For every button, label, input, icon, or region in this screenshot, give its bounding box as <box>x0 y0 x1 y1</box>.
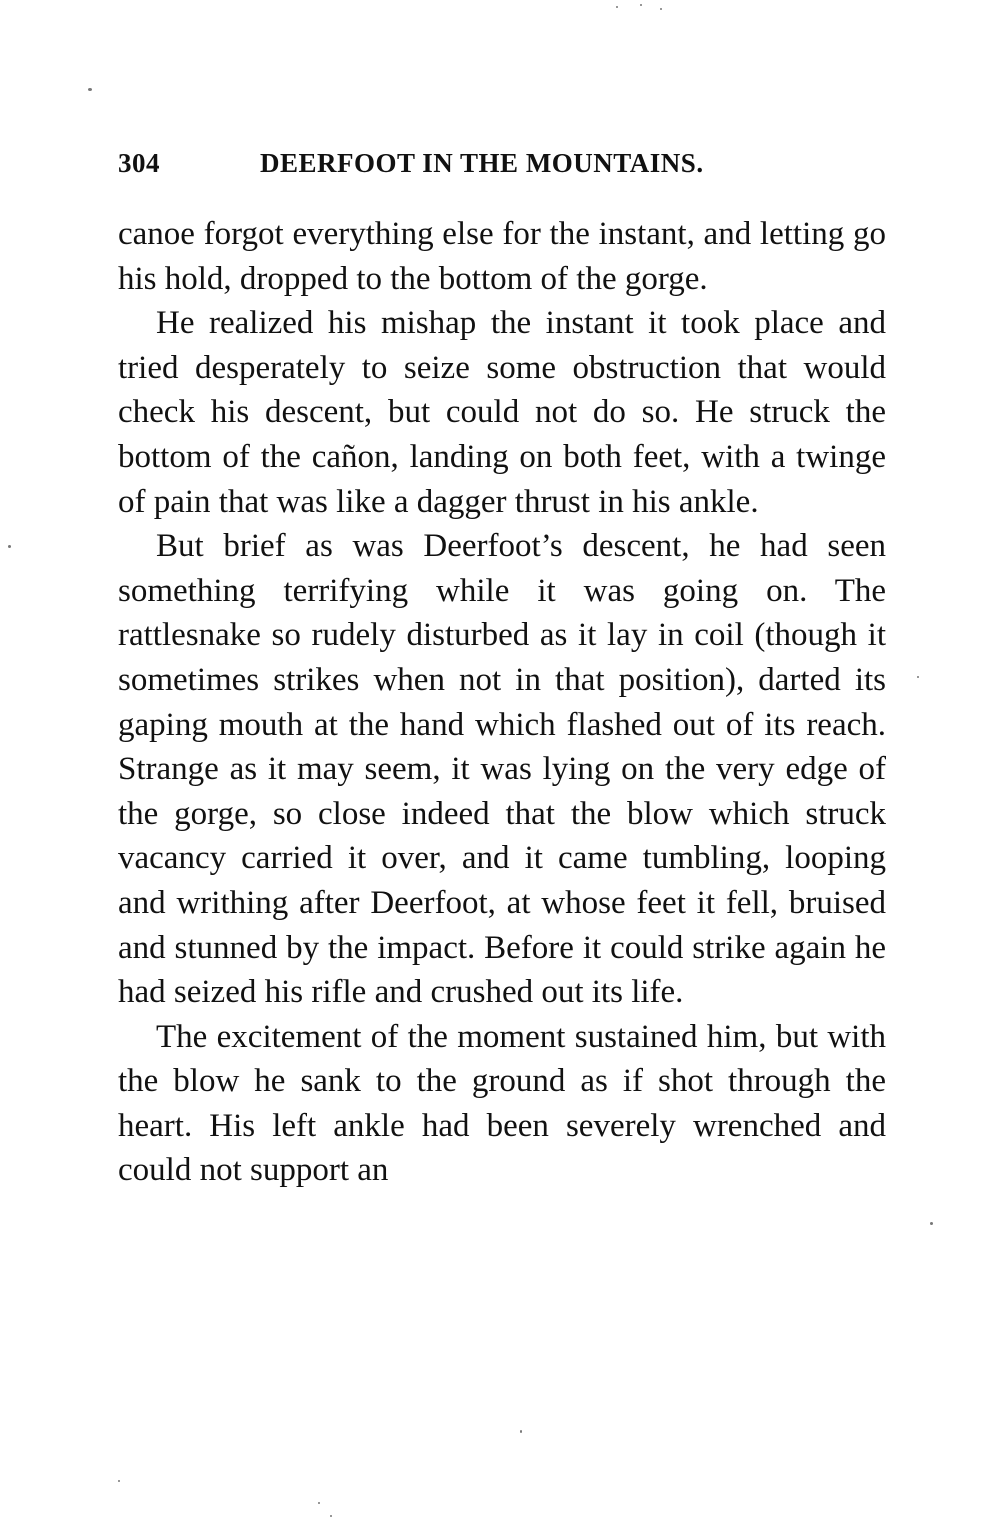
paragraph-3: But brief as was Deerfoot’s descent, he had seen something terrifying while it was going on. The rattlesnake so rudely disturbed as it lay in coil (though it sometimes strikes when not in that position), darted its gaping mouth at the hand which flashed out of its reach. Strange as it may seem, it was lying on the very edge of the gorge, so close indeed that the blow which struck vacancy carried it over, and it came tumbling, looping and writhing after Deerfoot, at whose feet it fell, bruised and stunned by the impact. Before it could strike again he had seized his rifle and crushed out its life. <box>118 528 886 1011</box>
scan-speck <box>88 88 92 91</box>
scan-speck <box>917 676 919 678</box>
page-header <box>118 148 778 184</box>
scan-speck <box>640 4 642 6</box>
scan-speck <box>330 1515 332 1517</box>
paragraph-2: He realized his mishap the instant it took place and tried desperately to seize some obstruction that would check his descent, but could not do so. He struck the bottom of the cañon, landing on both feet, with a twinge of pain that was like a dagger thrust in his ankle. <box>118 305 886 520</box>
scan-speck <box>8 545 11 548</box>
scan-speck <box>118 1480 120 1482</box>
scan-speck <box>930 1222 933 1225</box>
paragraph-4: The excitement of the moment sustained him, but with the blow he sank to the ground as if shot through the heart. His left ankle had been severely wrenched and could not support an <box>118 1018 886 1189</box>
page-number: 304 <box>118 148 160 178</box>
scan-speck <box>520 1430 522 1433</box>
scan-speck <box>660 8 662 10</box>
paragraph-1: canoe forgot everything else for the instant, and letting go his hold, dropped to the bottom of the gorge. <box>118 216 886 297</box>
scan-speck <box>616 6 618 8</box>
scan-speck <box>318 1502 320 1504</box>
body-text <box>118 212 886 1193</box>
running-head: DEERFOOT IN THE MOUNTAINS. <box>260 148 704 178</box>
